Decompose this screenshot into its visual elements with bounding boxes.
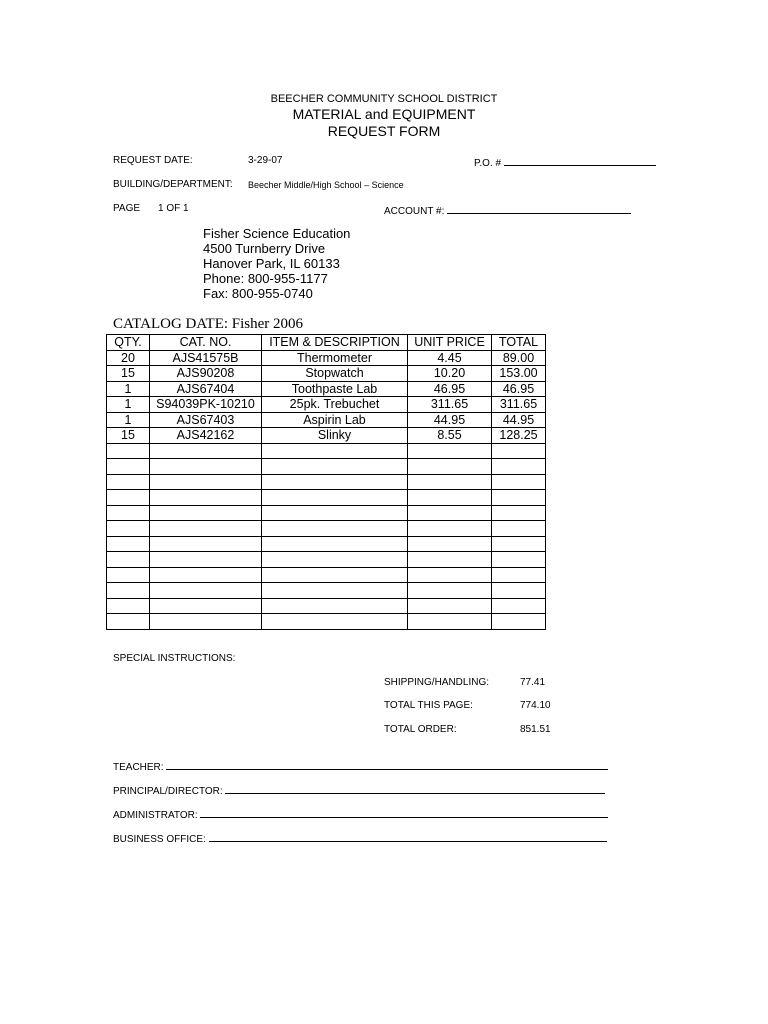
cell-item-description: Slinky — [262, 428, 408, 444]
cell-qty — [107, 474, 150, 490]
cell-unit-price — [408, 505, 492, 521]
items-table-body — [107, 350, 546, 629]
cell-cat-no — [150, 552, 262, 568]
table-row — [107, 505, 546, 521]
cell-total — [492, 583, 546, 599]
column-header-unit-price: UNIT PRICE — [408, 335, 492, 351]
cell-total — [492, 490, 546, 506]
po-field[interactable] — [474, 155, 656, 169]
table-row — [107, 397, 546, 413]
table-row — [107, 350, 546, 366]
cell-qty — [107, 567, 150, 583]
cell-total: 46.95 — [492, 381, 546, 397]
table-row — [107, 614, 546, 630]
cell-unit-price: 44.95 — [408, 412, 492, 428]
table-row — [107, 459, 546, 475]
cell-qty — [107, 614, 150, 630]
request-date-label: REQUEST DATE: — [113, 155, 193, 166]
cell-total — [492, 552, 546, 568]
table-row — [107, 443, 546, 459]
catalog-date-value: Fisher 2006 — [231, 316, 304, 332]
cell-cat-no: AJS67403 — [150, 412, 262, 428]
cell-cat-no: AJS42162 — [150, 428, 262, 444]
cell-cat-no — [150, 536, 262, 552]
table-row — [107, 412, 546, 428]
business-office-signature-line[interactable] — [209, 832, 607, 842]
order-total-label: TOTAL ORDER: — [384, 724, 457, 735]
po-input-line[interactable] — [504, 155, 656, 166]
page-label: PAGE — [113, 203, 141, 214]
account-input-line[interactable] — [447, 203, 631, 214]
teacher-signature-field[interactable] — [113, 760, 608, 773]
cell-total: 311.65 — [492, 397, 546, 413]
cell-unit-price — [408, 598, 492, 614]
cell-qty: 1 — [107, 412, 150, 428]
cell-unit-price: 10.20 — [408, 366, 492, 382]
cell-cat-no: AJS41575B — [150, 350, 262, 366]
teacher-signature-line[interactable] — [166, 760, 608, 770]
cell-item-description: Stopwatch — [262, 366, 408, 382]
table-row — [107, 598, 546, 614]
cell-item-description — [262, 459, 408, 475]
cell-cat-no — [150, 598, 262, 614]
cell-qty — [107, 490, 150, 506]
table-row — [107, 583, 546, 599]
cell-item-description: Thermometer — [262, 350, 408, 366]
cell-item-description — [262, 598, 408, 614]
table-row — [107, 366, 546, 382]
cell-qty: 1 — [107, 397, 150, 413]
page-value: 1 OF 1 — [158, 203, 189, 214]
cell-total — [492, 536, 546, 552]
cell-item-description — [262, 583, 408, 599]
special-instructions-label: SPECIAL INSTRUCTIONS: — [113, 653, 236, 664]
cell-total — [492, 459, 546, 475]
business-office-signature-field[interactable] — [113, 832, 607, 845]
cell-qty — [107, 598, 150, 614]
vendor-address1: 4500 Turnberry Drive — [203, 241, 326, 256]
cell-qty — [107, 552, 150, 568]
cell-item-description — [262, 614, 408, 630]
shipping-label: SHIPPING/HANDLING: — [384, 677, 490, 688]
cell-cat-no — [150, 614, 262, 630]
cell-cat-no — [150, 459, 262, 475]
administrator-signature-line[interactable] — [200, 808, 608, 818]
cell-unit-price — [408, 490, 492, 506]
district-name: BEECHER COMMUNITY SCHOOL DISTRICT — [270, 93, 498, 105]
cell-qty: 20 — [107, 350, 150, 366]
cell-unit-price: 8.55 — [408, 428, 492, 444]
shipping-value: 77.41 — [520, 677, 546, 688]
form-title-line1: MATERIAL and EQUIPMENT — [292, 106, 476, 122]
cell-total: 128.25 — [492, 428, 546, 444]
cell-unit-price: 46.95 — [408, 381, 492, 397]
cell-total — [492, 521, 546, 537]
cell-cat-no — [150, 567, 262, 583]
cell-unit-price: 311.65 — [408, 397, 492, 413]
column-header-qty: QTY. — [107, 335, 150, 351]
cell-unit-price — [408, 521, 492, 537]
cell-qty: 15 — [107, 366, 150, 382]
table-row — [107, 428, 546, 444]
building-value: Beecher Middle/High School – Science — [248, 180, 404, 190]
column-header-cat-no: CAT. NO. — [150, 335, 262, 351]
cell-item-description — [262, 536, 408, 552]
business-office-label: BUSINESS OFFICE: — [113, 834, 206, 845]
cell-qty — [107, 521, 150, 537]
request-date-value: 3-29-07 — [248, 155, 283, 166]
table-row — [107, 536, 546, 552]
vendor-name: Fisher Science Education — [203, 226, 351, 241]
cell-item-description — [262, 505, 408, 521]
cell-cat-no — [150, 490, 262, 506]
form-title-line2: REQUEST FORM — [327, 123, 441, 139]
table-row — [107, 381, 546, 397]
cell-unit-price — [408, 583, 492, 599]
cell-total — [492, 567, 546, 583]
account-field[interactable] — [384, 203, 631, 217]
cell-item-description — [262, 552, 408, 568]
vendor-address2: Hanover Park, IL 60133 — [203, 256, 340, 271]
cell-total — [492, 474, 546, 490]
principal-signature-field[interactable] — [113, 784, 605, 797]
teacher-label: TEACHER: — [113, 762, 164, 773]
cell-qty — [107, 583, 150, 599]
cell-qty — [107, 536, 150, 552]
vendor-address-block — [203, 226, 350, 301]
account-label: ACCOUNT #: — [384, 206, 445, 217]
cell-total: 89.00 — [492, 350, 546, 366]
column-header-total: TOTAL — [492, 335, 546, 351]
cell-total — [492, 443, 546, 459]
cell-total: 153.00 — [492, 366, 546, 382]
cell-item-description: Toothpaste Lab — [262, 381, 408, 397]
cell-cat-no — [150, 443, 262, 459]
vendor-phone: Phone: 800-955-1177 — [203, 271, 328, 286]
cell-unit-price — [408, 536, 492, 552]
po-label: P.O. # — [474, 158, 502, 169]
cell-unit-price — [408, 474, 492, 490]
table-row — [107, 567, 546, 583]
catalog-date-label: CATALOG DATE: — [113, 316, 229, 332]
cell-unit-price — [408, 552, 492, 568]
cell-cat-no — [150, 521, 262, 537]
cell-unit-price — [408, 567, 492, 583]
cell-total — [492, 505, 546, 521]
cell-total: 44.95 — [492, 412, 546, 428]
cell-cat-no — [150, 505, 262, 521]
table-row — [107, 490, 546, 506]
cell-cat-no — [150, 583, 262, 599]
administrator-signature-field[interactable] — [113, 808, 608, 821]
principal-label: PRINCIPAL/DIRECTOR: — [113, 786, 223, 797]
table-row — [107, 474, 546, 490]
cell-item-description: Aspirin Lab — [262, 412, 408, 428]
cell-qty — [107, 443, 150, 459]
cell-cat-no: AJS90208 — [150, 366, 262, 382]
table-row — [107, 521, 546, 537]
cell-unit-price — [408, 443, 492, 459]
vendor-fax: Fax: 800-955-0740 — [203, 286, 313, 301]
catalog-date — [113, 316, 303, 333]
cell-total — [492, 598, 546, 614]
cell-item-description — [262, 567, 408, 583]
cell-qty — [107, 459, 150, 475]
cell-item-description — [262, 490, 408, 506]
cell-cat-no: AJS67404 — [150, 381, 262, 397]
items-table — [106, 334, 546, 630]
order-total-value: 851.51 — [520, 724, 551, 735]
cell-item-description: 25pk. Trebuchet — [262, 397, 408, 413]
cell-cat-no — [150, 474, 262, 490]
cell-unit-price — [408, 459, 492, 475]
cell-qty — [107, 505, 150, 521]
building-label: BUILDING/DEPARTMENT: — [113, 179, 233, 190]
page-total-value: 774.10 — [520, 700, 551, 711]
cell-unit-price: 4.45 — [408, 350, 492, 366]
cell-total — [492, 614, 546, 630]
administrator-label: ADMINISTRATOR: — [113, 810, 198, 821]
cell-unit-price — [408, 614, 492, 630]
cell-cat-no: S94039PK-10210 — [150, 397, 262, 413]
table-header-row — [107, 335, 546, 351]
cell-item-description — [262, 474, 408, 490]
column-header-item-description: ITEM & DESCRIPTION — [262, 335, 408, 351]
principal-signature-line[interactable] — [225, 784, 605, 794]
cell-qty: 15 — [107, 428, 150, 444]
cell-item-description — [262, 443, 408, 459]
cell-item-description — [262, 521, 408, 537]
table-row — [107, 552, 546, 568]
page-total-label: TOTAL THIS PAGE: — [384, 700, 473, 711]
cell-qty: 1 — [107, 381, 150, 397]
